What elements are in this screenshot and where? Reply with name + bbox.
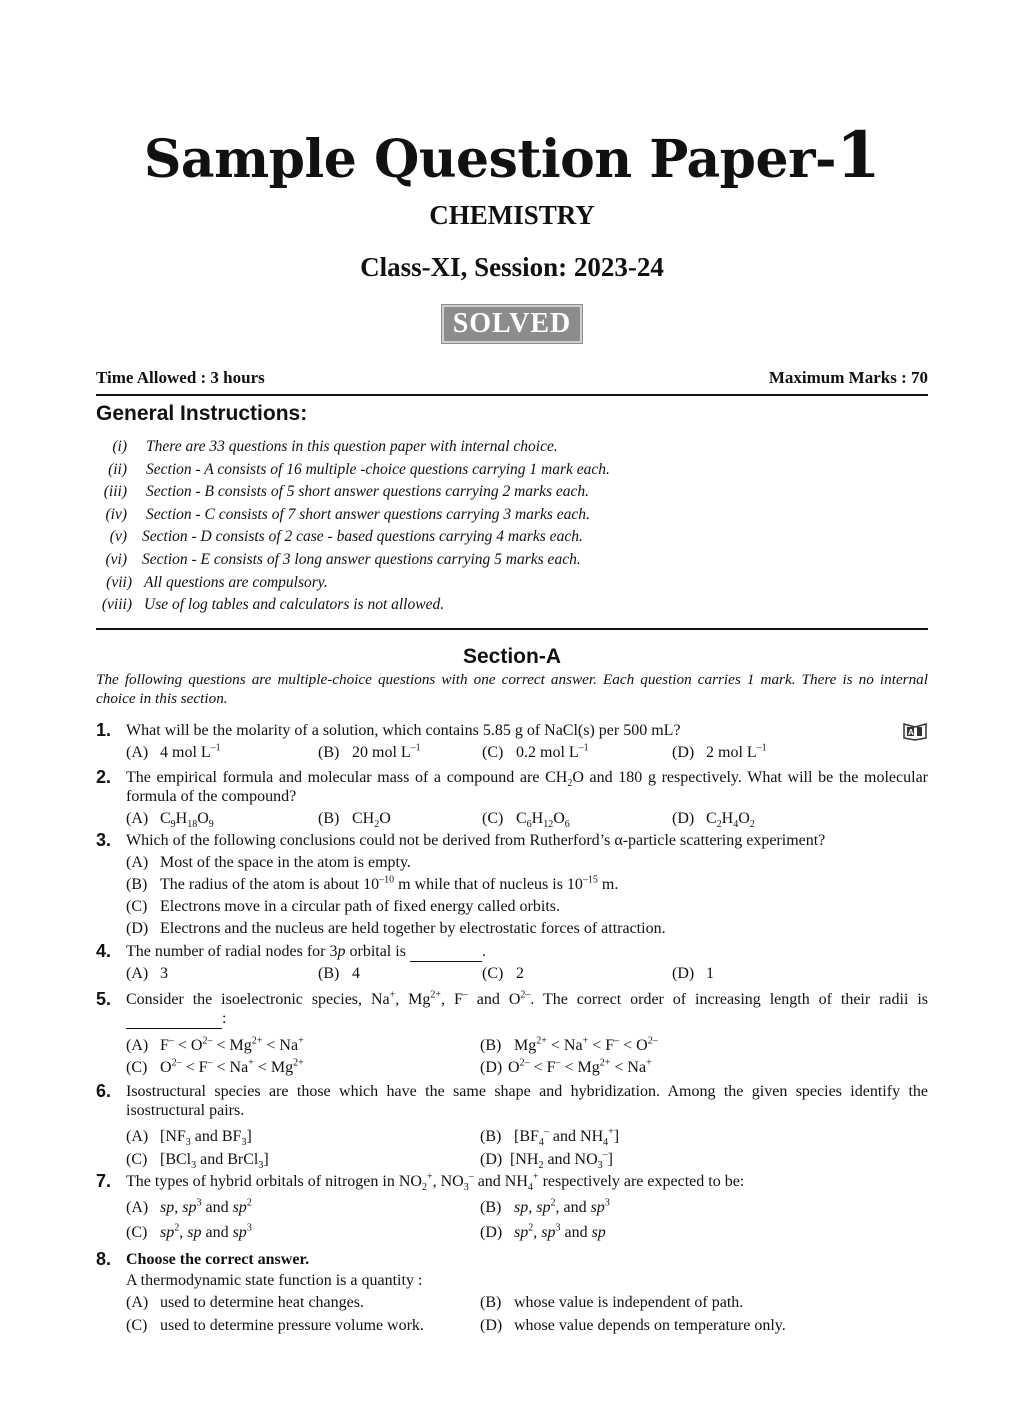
option: (D) [$NH_2$ and $NO_3^-$]	[480, 1149, 613, 1172]
question-text: Choose the correct answer.	[126, 1251, 310, 1268]
option: (B) $CH_2O$	[318, 810, 391, 831]
class-session: Class-XI, Session: 2023-24	[360, 252, 664, 282]
question-number: 8.	[96, 1249, 112, 1269]
option: (D) $C_2H_4O_2$	[672, 810, 755, 831]
option: (D) Electrons and the nucleus are held together by electrostatic forces of attraction.	[126, 920, 666, 937]
option: (A) $F^- < O^{2-} < Mg^{2+} < Na^+$	[126, 1035, 304, 1054]
option: (B) whose value is independent of path.	[480, 1294, 744, 1311]
option: (A) used to determine heat changes.	[126, 1294, 364, 1311]
svg-text:AI: AI	[908, 728, 916, 737]
instruction-item: (iii) Section - B consists of 5 short answer questions carrying 2 marks each.	[103, 483, 590, 501]
option: (D) $O^{2-} < F^- < Mg^{2+} < Na^+$	[480, 1057, 652, 1076]
question-number: 3.	[96, 830, 112, 850]
instruction-item: (iv) Section - C consists of 7 short answer questions carrying 3 marks each.	[105, 505, 590, 523]
paper-title-text: Sample Question Paper-	[143, 129, 837, 190]
option: (B) $Mg^{2+} < Na^+ < F^- < O^{2-}$	[480, 1035, 658, 1054]
option: (D) 2 mol $L^{-1}$	[672, 742, 767, 761]
question-subtext: A thermodynamic state function is a quantity :	[126, 1272, 423, 1289]
instruction-item: (v) Section - D consists of 2 case - based questions carrying 4 marks each.	[109, 528, 583, 546]
option: (D) 1	[672, 965, 714, 982]
subject-heading: CHEMISTRY	[429, 200, 595, 230]
instructions-heading: General Instructions:	[96, 402, 308, 425]
question-text: The empirical formula and molecular mass of a compound are $CH_2O$ and 180 g respectively. What will be the molecular formula of the compound?	[126, 769, 928, 805]
question-number: 5.	[96, 989, 112, 1009]
option: (B) 4	[318, 965, 360, 982]
option: (A) [$NF_3$ and $BF_3$]	[126, 1128, 252, 1149]
option: (C) [BCl$_3$ and BrCl$_3$]	[126, 1151, 269, 1172]
instruction-item: (vi) Section - E consists of 3 long answer questions carrying 5 marks each.	[105, 550, 581, 568]
section-description: The following questions are multiple-choice questions with one correct answer. Each question carries 1 mark. There is no internal choice in this section.	[96, 671, 928, 707]
solved-badge: SOLVED	[442, 305, 583, 343]
instructions-list	[96, 438, 928, 619]
option: (C) $O^{2-} < F^- < Na^+ < Mg^{2+}$	[126, 1057, 304, 1076]
question-text: Consider the isoelectronic species, Na+, $Mg^{2+}$, F– and $O^{2-}$. The correct order of increasing length of their radii is :	[126, 989, 929, 1027]
question-number: 7.	[96, 1171, 112, 1191]
question-text: The types of hybrid orbitals of nitrogen in $NO_2^+$, $NO_3^-$ and $NH_4^+$ respectively are expected to be:	[126, 1171, 745, 1194]
question-text: The number of radial nodes for 3p orbital is .	[126, 943, 486, 960]
option: (A) $C_9H_{18}O_9$	[126, 810, 214, 831]
ai-icon	[902, 721, 928, 741]
question-number: 4.	[96, 941, 112, 961]
question-number: 6.	[96, 1081, 112, 1101]
option: (A) sp, $sp^3$ and $sp^2$	[126, 1197, 252, 1216]
option: (C) 0.2 mol $L^{-1}$	[482, 742, 589, 761]
instruction-item: (vii) All questions are compulsory.	[106, 573, 328, 591]
question-text: Which of the following conclusions could not be derived from Rutherford’s α-particle scattering experiment?	[126, 832, 826, 849]
time-allowed: Time Allowed : 3 hours	[96, 368, 265, 387]
divider	[96, 628, 928, 630]
instruction-item: (i) There are 33 questions in this question paper with internal choice.	[112, 438, 558, 455]
option: (C) used to determine pressure volume work.	[126, 1317, 424, 1334]
question-text: What will be the molarity of a solution, which contains 5.85 g of NaCl(s) per 500 mL?	[126, 722, 681, 739]
question-number: 2.	[96, 767, 112, 787]
option: (C) 2	[482, 965, 524, 982]
option: (D) whose value depends on temperature only.	[480, 1317, 786, 1334]
paper-meta	[96, 368, 928, 388]
option: (B) sp, $sp^2$, and $sp^3$	[480, 1197, 610, 1216]
option: (B) [$BF_4^-$ and $NH_4^+$]	[480, 1126, 620, 1149]
section-heading: Section-A	[462, 645, 561, 668]
question-text: Isostructural species are those which have the same shape and hybridization. Among the given species identify the isostructural pairs.	[126, 1083, 928, 1119]
paper-title-number: 1	[836, 118, 881, 193]
maximum-marks: Maximum Marks : 70	[768, 368, 928, 387]
instruction-item: (viii) Use of log tables and calculators is not allowed.	[101, 596, 445, 614]
option: (A) 4 mol $L^{-1}$	[126, 742, 221, 761]
divider	[96, 394, 928, 396]
option: (C) $sp^2$, sp and $sp^3$	[126, 1222, 252, 1241]
instruction-item: (ii) Section - A consists of 16 multiple -choice questions carrying 1 mark each.	[108, 460, 610, 478]
option: (C) $C_6H_{12}O_6$	[482, 810, 570, 831]
question-number: 1.	[96, 720, 112, 740]
option: (A) 3	[126, 965, 168, 982]
option: (C) Electrons move in a circular path of fixed energy called orbits.	[126, 898, 560, 915]
paper-title	[96, 118, 928, 193]
option: (B) The radius of the atom is about $10^{-10}$ m while that of nucleus is $10^{-15}$ m.	[126, 874, 619, 893]
option: (B) 20 mol $L^{-1}$	[318, 742, 421, 761]
option: (A) Most of the space in the atom is empty.	[126, 854, 411, 871]
option: (D) $sp^2$, $sp^3$ and sp	[480, 1222, 606, 1241]
